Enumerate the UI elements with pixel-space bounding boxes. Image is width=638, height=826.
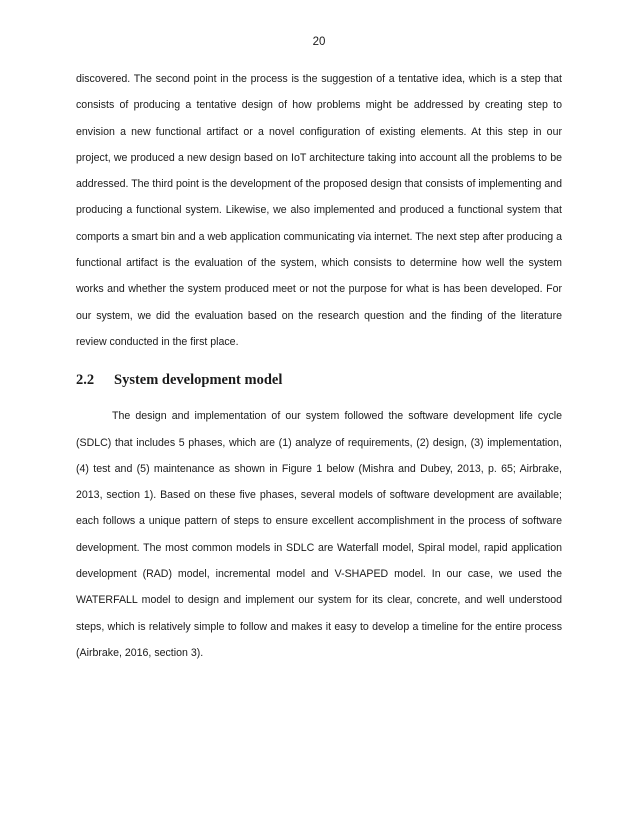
- section-number: 2.2: [76, 372, 95, 389]
- paragraph-discovery-process: discovered. The second point in the process is the suggestion of a tentative idea, which is a step that consists of producing a tentative design of how problems might be addressed by creating step to envision a new functional artifact or a novel configuration of existing elements. At this step in our project, we produced a new design based on IoT architecture taking into account all the problems to be addressed. The third point is the development of the proposed design that consists of implementing and producing a functional system. Likewise, we also implemented and produced a functional system that comports a smart bin and a web application communicating via internet. The next step after producing a functional artifact is the evaluation of the system, which consists to determine how well the system works and whether the system produced meet or not the purpose for what is has been developed. For our system, we did the evaluation based on the research question and the finding of the literature review conducted in the first place.: [76, 73, 562, 348]
- paragraph-sdlc: The design and implementation of our system followed the software development life cycle (SDLC) that includes 5 phases, which are (1) analyze of requirements, (2) design, (3) implementation, (4) test and (5) maintenance as shown in Figure 1 below (Mishra and Dubey, 2013, p. 65; Airbrake, 2013, section 1). Based on these five phases, several models of software development are available; each follows a unique pattern of steps to ensure excellent accomplishment in the process of software development. The most common models in SDLC are Waterfall model, Spiral model, rapid application development (RAD) model, incremental model and V-SHAPED model. In our case, we used the WATERFALL model to design and implement our system for its clear, concrete, and well understood steps, which is relatively simple to follow and makes it easy to develop a timeline for the entire process (Airbrake, 2016, section 3).: [76, 410, 562, 659]
- section-title: System development model: [114, 372, 283, 389]
- page-number: 20: [312, 36, 326, 48]
- document-body: [76, 66, 562, 666]
- section-heading: [76, 368, 562, 392]
